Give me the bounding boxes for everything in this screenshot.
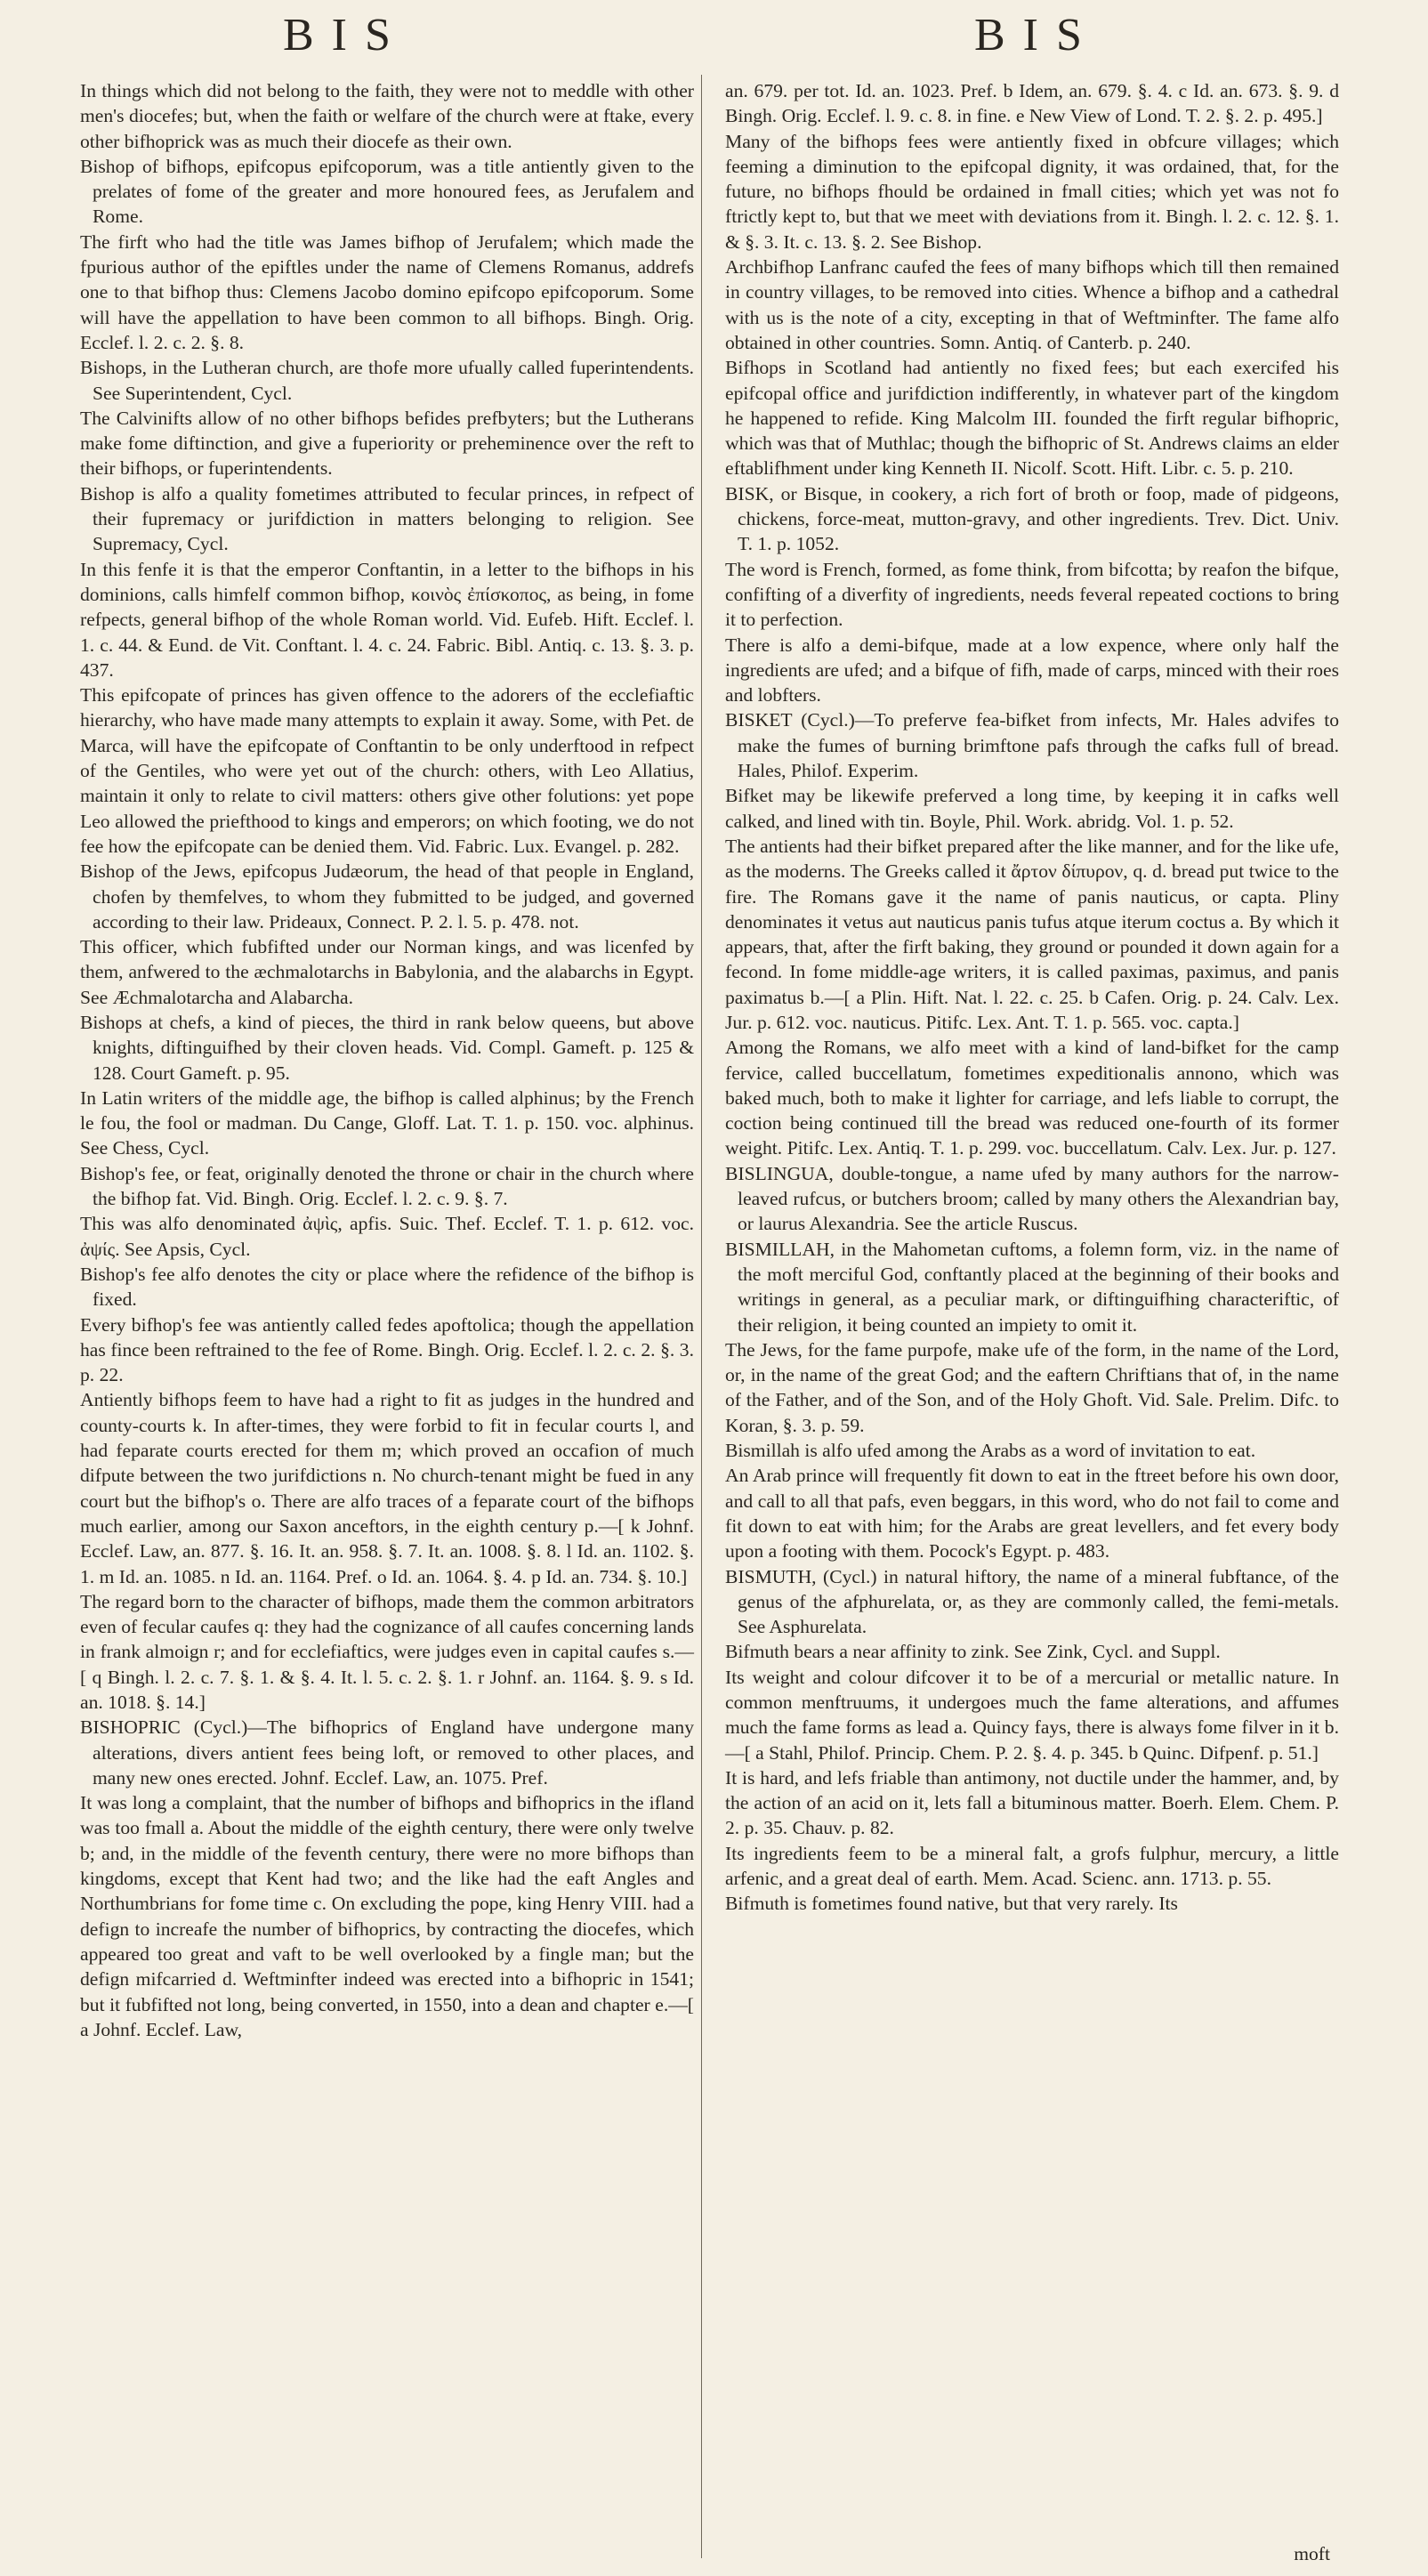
- paragraph: There is alfo a demi-bifque, made at a low expence, where only half the ingredients are ufed; and a bifque of fifh, made of carps, minced with their roes and lobfters.: [725, 634, 1339, 707]
- paragraph: The firft who had the title was James bifhop of Jerufalem; which made the fpurious author of the epiftles under the name of Clemens Romanus, addrefs one to that bifhop thus: Clemens Jacobo domino epifcopo epifcoporum. Some will have the appellation to have been common to all bifhops. Bingh. Orig. Ecclef. l. 2. c. 2. §. 8.: [80, 230, 694, 353]
- paragraph: This officer, which fubfifted under our Norman kings, and was licenfed by them, anfwered to the æchmalotarchs in Babylonia, and the alabarchs in Egypt. See Æchmalotarcha and Alabarcha.: [80, 936, 694, 1008]
- paragraph: In Latin writers of the middle age, the bifhop is called alphinus; by the French le fou, the fool or madman. Du Cange, Gloff. Lat. T. 1. p. 150. voc. alphinus. See Chess, Cycl.: [80, 1086, 694, 1159]
- paragraph: BISK, or Bisque, in cookery, a rich fort of broth or foop, made of pidgeons, chickens, force-meat, mutton-gravy, and other ingredients. Trev. Dict. Univ. T. 1. p. 1052.: [725, 482, 1339, 555]
- paragraph: BISMUTH, (Cycl.) in natural hiftory, the name of a mineral fubftance, of the genus of the afphurelata, or, as they are commonly called, the femi-metals. See Asphurelata.: [725, 1565, 1339, 1638]
- paragraph: BISMILLAH, in the Mahometan cuftoms, a folemn form, viz. in the name of the moft merciful God, conftantly placed at the beginning of their books and writings in general, as a peculiar mark, or diftinguifhing characteriftic, of their religion, it being counted an impiety to omit it.: [725, 1238, 1339, 1336]
- running-head-right: BIS: [974, 10, 1100, 61]
- paragraph: This epifcopate of princes has given offence to the adorers of the ecclefiaftic hierarchy, who have made many attempts to explain it away. Some, with Pet. de Marca, will have the epifcopate of Conftantin to be only underftood in refpect of the Gentiles, who were yet out of the church: others, with Leo Allatius, maintain it only to relate to civil matters: others give other folutions: yet pope Leo allowed the priefthood to kings and emperors; on which footing, we do not fee how the epifcopate can be denied them. Vid. Fabric. Lux. Evangel. p. 282.: [80, 684, 694, 857]
- page-header: [0, 0, 1428, 71]
- paragraph: an. 679. per tot. Id. an. 1023. Pref. b Idem, an. 679. §. 4. c Id. an. 673. §. 9. d Bingh. Orig. Ecclef. l. 9. c. 8. in fine. e New View of Lond. T. 2. §. 2. p. 495.]: [725, 80, 1339, 127]
- paragraph: Every bifhop's fee was antiently called fedes apoftolica; though the appellation has fince been reftrained to the fee of Rome. Bingh. Orig. Ecclef. l. 2. c. 2. §. 3. p. 22.: [80, 1313, 694, 1386]
- catchword: moft: [1294, 2543, 1330, 2564]
- column-divider: [701, 75, 702, 2558]
- paragraph: Bishop is alfo a quality fometimes attributed to fecular princes, in refpect of their fupremacy or jurifdiction in matters belonging to religion. See Supremacy, Cycl.: [80, 482, 694, 555]
- paragraph: Archbifhop Lanfranc caufed the fees of many bifhops which till then remained in country villages, to be removed into cities. Whence a bifhop and a cathedral with us is the note of a city, excepting in that of Weftminfter. The fame alfo obtained in other countries. Somn. Antiq. of Canterb. p. 240.: [725, 256, 1339, 353]
- paragraph: It is hard, and lefs friable than antimony, not ductile under the hammer, and, by the action of an acid on it, lets fall a bituminous matter. Boerh. Elem. Chem. P. 2. p. 35. Chauv. p. 82.: [725, 1766, 1339, 1839]
- paragraph: Bishop of bifhops, epifcopus epifcoporum, was a title antiently given to the prelates of fome of the greater and more honoured fees, as Jerufalem and Rome.: [80, 155, 694, 228]
- paragraph: Its ingredients feem to be a mineral falt, a grofs fulphur, mercury, a little arfenic, and a great deal of earth. Mem. Acad. Scienc. ann. 1713. p. 55.: [725, 1842, 1339, 1890]
- running-head-left: BIS: [283, 10, 408, 61]
- paragraph: Among the Romans, we alfo meet with a kind of land-bifket for the camp fervice, called buccellatum, fometimes expeditionalis annono, which was baked much, both to make it lighter for carriage, and lefs liable to corrupt, the coction being continued till the bread was reduced one-fourth of its former weight. Pitifc. Lex. Antiq. T. 1. p. 299. voc. buccellatum. Calv. Lex. Jur. p. 127.: [725, 1037, 1339, 1159]
- paragraph: The regard born to the character of bifhops, made them the common arbitrators even of fecular caufes q: they had the cognizance of all caufes concerning lands in frank almoign r; and for ecclefiaftics, were judges even in capital caufes s.—[ q Bingh. l. 2. c. 7. §. 1. & §. 4. It. l. 5. c. 2. §. 1. r Johnf. an. 1164. §. 9. s Id. an. 1018. §. 14.]: [80, 1590, 694, 1713]
- paragraph: In this fenfe it is that the emperor Conftantin, in a letter to the bifhops in his dominions, calls himfelf common bifhop, κοινὸς ἐπίσκοπος, as being, in fome refpects, general bifhop of the whole Roman world. Vid. Eufeb. Hift. Ecclef. l. 1. c. 44. & Eund. de Vit. Conftant. l. 4. c. 24. Fabric. Bibl. Antiq. c. 13. §. 3. p. 437.: [80, 558, 694, 681]
- paragraph: BISKET (Cycl.)—To preferve fea-bifket from infects, Mr. Hales advifes to make the fumes of burning brimftone pafs through the cafks full of bread. Hales, Philof. Experim.: [725, 709, 1339, 782]
- paragraph: Bishops at chefs, a kind of pieces, the third in rank below queens, but above knights, diftinguifhed by their cloven heads. Vid. Compl. Gameft. p. 125 & 128. Court Gameft. p. 95.: [80, 1011, 694, 1084]
- paragraph: Bishop's fee, or feat, originally denoted the throne or chair in the church where the bifhop fat. Vid. Bingh. Orig. Ecclef. l. 2. c. 9. §. 7.: [80, 1162, 694, 1210]
- paragraph: Bishops, in the Lutheran church, are thofe more ufually called fuperintendents. See Superintendent, Cycl.: [80, 357, 694, 404]
- paragraph: Its weight and colour difcover it to be of a mercurial or metallic nature. In common menftruums, it undergoes much the fame alterations, and affumes much the fame forms as lead a. Quincy fays, there is always fome filver in it b.—[ a Stahl, Philof. Princip. Chem. P. 2. §. 4. p. 345. b Quinc. Difpenf. p. 51.]: [725, 1666, 1339, 1764]
- paragraph: Bishop of the Jews, epifcopus Judæorum, the head of that people in England, chofen by themfelves, to whom they fubmitted to be judged, and governed according to their law. Prideaux, Connect. P. 2. l. 5. p. 478. not.: [80, 860, 694, 933]
- paragraph: Antiently bifhops feem to have had a right to fit as judges in the hundred and county-courts k. In after-times, they were forbid to fit in fecular courts l, and had feparate courts erected for them m; which proved an occafion of much difpute between the two jurifdictions n. No church-tenant might be fued in any court but the bifhop's o. There are alfo traces of a feparate court of the bifhops much earlier, among our Saxon anceftors, in the eighth century p.—[ k Johnf. Ecclef. Law, an. 877. §. 16. It. an. 958. §. 7. It. an. 1008. §. 8. l Id. an. 1102. §. 1. m Id. an. 1085. n Id. an. 1164. Pref. o Id. an. 1064. §. 4. p Id. an. 734. §. 10.]: [80, 1389, 694, 1587]
- paragraph: The Jews, for the fame purpofe, make ufe of the form, in the name of the Lord, or, in the name of the great God; and the eaftern Chriftians that of, in the name of the Father, and of the Son, and of the Holy Ghoft. Vid. Sale. Prelim. Difc. to Koran, §. 3. p. 59.: [725, 1338, 1339, 1436]
- paragraph: Bifmuth bears a near affinity to zink. See Zink, Cycl. and Suppl.: [725, 1641, 1221, 1663]
- paragraph: Bifhops in Scotland had antiently no fixed fees; but each exercifed his epifcopal office and jurifdiction indifferently, in whatever part of the kingdom he happened to refide. King Malcolm III. founded the firft regular bifhopric, which was that of Muthlac; though the bifhopric of St. Andrews claims an elder eftablifhment under king Kenneth II. Nicolf. Scott. Hift. Libr. c. 5. p. 210.: [725, 357, 1339, 480]
- paragraph: Bishop's fee alfo denotes the city or place where the refidence of the bifhop is fixed.: [80, 1263, 694, 1311]
- paragraph: Bifket may be likewife preferved a long time, by keeping it in cafks well calked, and lined with tin. Boyle, Phil. Work. abridg. Vol. 1. p. 52.: [725, 785, 1339, 832]
- paragraph: Many of the bifhops fees were antiently fixed in obfcure villages; which feeming a diminution to the epifcopal dignity, it was ordained, that, for the future, no bifhops fhould be ordained in fmall cities; which yet was not fo ftrictly kept to, but that we meet with deviations from it. Bingh. l. 2. c. 12. §. 1. & §. 3. It. c. 13. §. 2. See Bishop.: [725, 130, 1339, 253]
- paragraph: Bismillah is alfo ufed among the Arabs as a word of invitation to eat.: [725, 1440, 1256, 1462]
- left-column: [80, 78, 694, 2042]
- paragraph: The antients had their bifket prepared after the like manner, and for the like ufe, as the moderns. The Greeks called it ἄρτον δίπυρον, q. d. bread put twice to the fire. The Romans gave it the name of panis nauticus, or capta. Pliny denominates it vetus aut nauticus panis tufus atque iterum coctus a. By which it appears, that, after the firft baking, they ground or pounded it down again for a fecond. In fome middle-age writers, it is called paximas, paximus, and panis paximatus b.—[ a Plin. Hift. Nat. l. 22. c. 25. b Cafen. Orig. p. 24. Calv. Lex. Jur. p. 612. voc. nauticus. Pitifc. Lex. Ant. T. 1. p. 565. voc. capta.]: [725, 835, 1339, 1033]
- right-column: [725, 78, 1339, 1917]
- paragraph: An Arab prince will frequently fit down to eat in the ftreet before his own door, and call to all that pafs, even beggars, in this word, who do not fail to come and fit down to eat with him; for the Arabs are great levellers, and fet every body upon a footing with them. Pocock's Egypt. p. 483.: [725, 1465, 1339, 1563]
- paragraph: It was long a complaint, that the number of bifhops and bifhoprics in the ifland was too fmall a. About the middle of the eighth century, there were only twelve b; and, in the middle of the feventh century, there were no more bifhops than kingdoms, except that Kent had two; and the like had the eaft Angles and Northumbrians for fome time c. On excluding the pope, king Henry VIII. had a defign to increafe the number of bifhoprics, by contracting the diocefes, which appeared too great and vaft to be well overlooked by a fingle man; but the defign mifcarried d. Weftminfter indeed was erected into a bifhopric in 1541; but it fubfifted not long, being converted, in 1550, into a dean and chapter e.—[ a Johnf. Ecclef. Law,: [80, 1792, 694, 2040]
- paragraph: This was alfo denominated ἀψὶς, apfis. Suic. Thef. Ecclef. T. 1. p. 612. voc. ἀψίς. See Apsis, Cycl.: [80, 1213, 694, 1260]
- paragraph: BISHOPRIC (Cycl.)—The bifhoprics of England have undergone many alterations, divers antient fees being loft, or removed to other places, and many new ones erected. Johnf. Ecclef. Law, an. 1075. Pref.: [80, 1716, 694, 1789]
- paragraph: The Calvinifts allow of no other bifhops befides prefbyters; but the Lutherans make fome diftinction, and give a fuperiority or preheminence over the reft to their bifhops, or fuperintendents.: [80, 407, 694, 480]
- paragraph: In things which did not belong to the faith, they were not to meddle with other men's diocefes; but, when the faith or welfare of the church were at ftake, every other bifhoprick was as much their diocefe as their own.: [80, 80, 694, 152]
- paragraph: BISLINGUA, double-tongue, a name ufed by many authors for the narrow-leaved rufcus, or butchers broom; called by many others the Alexandrian bay, or laurus Alexandria. See the article Ruscus.: [725, 1162, 1339, 1235]
- paragraph: Bifmuth is fometimes found native, but that very rarely. Its: [725, 1893, 1178, 1915]
- paragraph: The word is French, formed, as fome think, from bifcotta; by reafon the bifque, confifting of a diverfity of ingredients, needs feveral repeated coctions to bring it to perfection.: [725, 558, 1339, 631]
